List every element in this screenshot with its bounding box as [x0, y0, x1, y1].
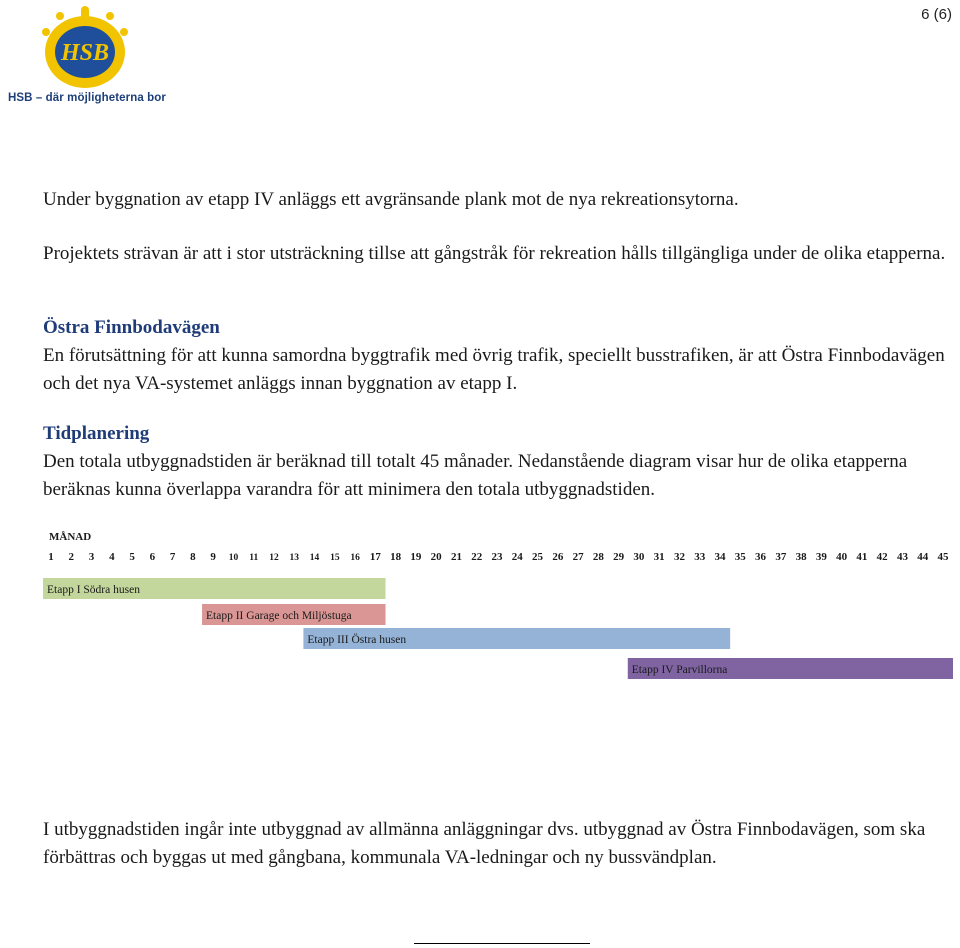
emblem-text: HSB [60, 40, 110, 66]
month-tick-label: 16 [350, 553, 360, 563]
month-tick-label: 11 [249, 553, 259, 563]
heading-tidplanering: Tidplanering [43, 423, 150, 444]
page-number: 6 (6) [921, 6, 952, 23]
month-tick-label: 6 [149, 551, 156, 563]
month-tick-label: 28 [592, 551, 604, 563]
month-tick-label: 21 [450, 551, 462, 563]
month-tick-label: 14 [309, 553, 320, 563]
month-tick-label: 40 [836, 551, 848, 563]
chart-title: MÅNAD [49, 531, 92, 543]
month-tick-label: 36 [755, 551, 767, 563]
paragraph-allmanna-anlaggningar: I utbyggnadstiden ingår inte utbyggnad av allmänna anläggningar dvs. utbyggnad av Östra Finnbodavägen, som ska förbättras och byggas ut med gångbana, kommunala VA-ledningar och ny bussvändplan. [43, 819, 926, 868]
gantt-bar-label: Etapp IV Parvillorna [631, 664, 728, 676]
month-tick-label: 15 [330, 553, 340, 563]
month-tick-label: 38 [795, 551, 807, 563]
month-tick-label: 44 [917, 551, 929, 563]
month-tick-label: 34 [714, 551, 726, 563]
month-tick-label: 43 [896, 551, 908, 563]
month-tick-label: 12 [269, 553, 279, 563]
month-tick-label: 42 [876, 551, 888, 563]
month-tick-label: 27 [572, 551, 584, 563]
month-tick-label: 23 [491, 551, 503, 563]
month-tick-label: 5 [129, 551, 135, 563]
month-tick-label: 32 [673, 551, 685, 563]
gantt-chart [43, 524, 953, 694]
gantt-bar-label: Etapp III Östra husen [307, 634, 407, 646]
month-tick-label: 13 [289, 553, 300, 563]
month-tick-label: 33 [694, 551, 706, 563]
month-tick-label: 29 [613, 551, 625, 563]
month-tick-label: 22 [471, 551, 483, 563]
month-tick-label: 19 [410, 551, 422, 563]
month-tick-label: 25 [532, 551, 544, 563]
month-tick-label: 17 [369, 551, 381, 563]
paragraph-forutsattning: En förutsättning för att kunna samordna byggtrafik med övrig trafik, speciellt busstrafiken, är att Östra Finnbodavägen och det nya VA-systemet anläggs innan byggnation av etapp I. [43, 345, 945, 394]
footer-rule [414, 943, 590, 944]
crown-emblem-icon [42, 6, 128, 88]
month-tick-label: 4 [109, 551, 115, 563]
month-tick-label: 18 [390, 551, 402, 563]
month-tick-label: 2 [68, 551, 75, 563]
gantt-bar-label: Etapp II Garage och Miljöstuga [206, 610, 352, 622]
month-tick-label: 10 [228, 553, 239, 563]
paragraph-plank: Under byggnation av etapp IV anläggs ett avgränsande plank mot de nya rekreationsytorna. [43, 189, 739, 210]
month-tick-label: 3 [88, 551, 95, 563]
month-tick-label: 1 [48, 551, 54, 563]
paragraph-gangstrak: Projektets strävan är att i stor utsträckning tillse att gångstråk för rekreation hålls tillgängliga under de olika etapperna. [43, 243, 946, 264]
heading-ostra-finnbodavagen: Östra Finnbodavägen [43, 317, 220, 338]
month-tick-label: 24 [511, 551, 523, 563]
logo-tagline: HSB – där möjligheterna bor [8, 92, 166, 104]
month-tick-label: 37 [775, 551, 787, 563]
month-tick-label: 7 [169, 551, 176, 563]
month-tick-label: 41 [856, 551, 868, 563]
gantt-bar-label: Etapp I Södra husen [47, 584, 140, 596]
month-tick-label: 20 [430, 551, 442, 563]
month-tick-label: 8 [190, 551, 196, 563]
month-tick-label: 9 [210, 551, 216, 563]
month-tick-label: 30 [633, 551, 645, 563]
month-tick-label: 39 [815, 551, 827, 563]
month-tick-label: 31 [653, 551, 665, 563]
month-tick-label: 45 [937, 551, 949, 563]
paragraph-utbyggnadstid: Den totala utbyggnadstiden är beräknad till totalt 45 månader. Nedanstående diagram visar hur de olika etapperna beräknas kunna överlappa varandra för att minimera den totala utbyggnadstiden. [43, 451, 908, 500]
month-tick-label: 26 [552, 551, 564, 563]
month-tick-label: 35 [734, 551, 746, 563]
